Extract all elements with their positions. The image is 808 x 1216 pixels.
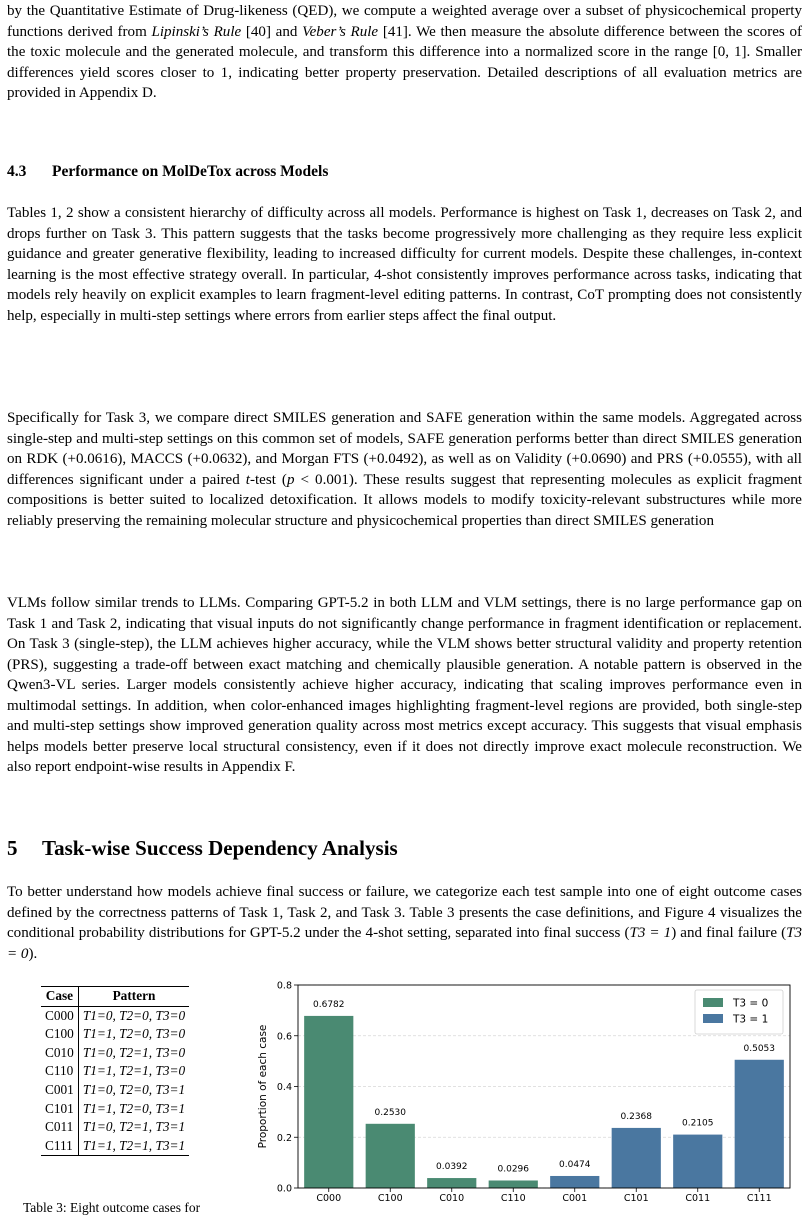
y-tick-label: 0.0	[276, 1183, 292, 1195]
legend-label: T3 = 1	[733, 1013, 769, 1026]
bar-value-label: 0.6782	[313, 999, 345, 1010]
bar-value-label: 0.2105	[682, 1118, 714, 1129]
x-tick-label: C110	[500, 1193, 526, 1204]
y-tick-label: 0.4	[276, 1082, 292, 1093]
x-tick-label: C101	[623, 1193, 649, 1204]
bar-value-label: 0.2368	[620, 1111, 652, 1122]
y-axis-label: Proportion of each case	[257, 1024, 269, 1149]
bar-value-label: 0.5053	[743, 1043, 775, 1054]
bar-c011	[673, 1135, 722, 1188]
table-row: C101 T1=1, T2=0, T3=1	[41, 1100, 189, 1119]
lipinski-rule-text: Lipinski’s Rule	[151, 23, 242, 40]
table-row: C000 T1=0, T2=0, T3=0	[41, 1006, 189, 1025]
bar-value-label: 0.0474	[559, 1159, 591, 1170]
table-row: C100 T1=1, T2=0, T3=0	[41, 1025, 189, 1044]
legend-swatch	[703, 998, 723, 1007]
bar-c111	[735, 1060, 784, 1188]
x-tick-label: C111	[746, 1193, 772, 1204]
table-3-caption: Table 3: Eight outcome cases for	[23, 1200, 201, 1215]
table-row: C110 T1=1, T2=1, T3=0	[41, 1062, 189, 1081]
paragraph-vlm-trends: VLMs follow similar trends to LLMs. Comparing GPT-5.2 in both LLM and VLM settings, there is no large performance gap on Task 1 and Task 2, indicating that visual inputs do not significantly change performance in fragment identification or replacement. On Task 3 (single-step), the LLM achieves higher accuracy, while the VLM shows better structural validity and property retention (PRS), suggesting a trade-off between exact matching and chemically plausible generation. A notable pattern is observed in the Qwen3-VL series. Larger models consistently achieve higher accuracy, indicating that scaling improves performance even in multimodal settings. In addition, when color-enhanced images highlighting fragment-level regions are provided, both single-step and multi-step settings show improved generation quality across most metrics except accuracy. This suggests that visual emphasis helps models better preserve local structural consistency, even if it does not directly improve exact molecule reconstruction. We also report endpoint-wise results in Appendix F.	[7, 595, 802, 775]
bar-c110	[489, 1180, 538, 1188]
bar-value-label: 0.0392	[436, 1162, 468, 1173]
table-row: C001 T1=0, T2=0, T3=1	[41, 1081, 189, 1100]
paragraph-task3-comparison: Specifically for Task 3, we compare direct SMILES generation and SAFE generation within the same models. Aggregated across single-step and multi-step settings on this common set of models, SAFE generation performs better than direct SMILES generation on RDK (+0.0616), MACCS (+0.0632), and Morgan FTS (+0.0492), as well as on Validity (+0.0690) and PRS (+0.0555), with all differences significant under a paired t-test (p < 0.001). These results suggest that representing molecules as explicit fragment compositions is better suited to localized detoxification. It allows models to modify toxicity-relevant substructures while more reliably preserving the remaining molecular structure and physicochemical properties than direct SMILES generation	[7, 410, 802, 529]
table-header-case: Case	[41, 987, 78, 1007]
bar-value-label: 0.2530	[374, 1107, 406, 1118]
y-tick-label: 0.6	[276, 1031, 292, 1043]
table-header-pattern: Pattern	[78, 987, 189, 1007]
bar-c010	[427, 1178, 476, 1188]
bar-c001	[550, 1176, 599, 1188]
y-tick-label: 0.2	[276, 1132, 292, 1144]
veber-rule-text: Veber’s Rule	[302, 23, 379, 40]
x-tick-label: C000	[316, 1193, 342, 1204]
bar-c101	[612, 1128, 661, 1188]
x-tick-label: C001	[562, 1193, 588, 1204]
y-tick-label: 0.8	[276, 980, 292, 992]
bar-value-label: 0.0296	[497, 1164, 529, 1175]
table-row: C010 T1=0, T2=1, T3=0	[41, 1044, 189, 1063]
table-row: C111 T1=1, T2=1, T3=1	[41, 1137, 189, 1156]
legend-swatch	[703, 1014, 723, 1023]
paragraph-metrics: by the Quantitative Estimate of Drug-likeness (QED), we compute a weighted average over a subset of physicochemical property functions derived from Lipinski’s Rule [40] and Veber’s Rule [41]. We then measure the absolute difference between the scores of the toxic molecule and the generated molecule, and transform this difference into a normalized score in the range [0, 1]. Smaller differences yield scores closer to 1, indicating better property preservation. Detailed descriptions of all evaluation metrics are provided in Appendix D.	[7, 3, 802, 101]
section-5-heading: 5 Task-wise Success Dependency Analysis	[7, 836, 398, 860]
legend-label: T3 = 0	[733, 997, 769, 1010]
paragraph-dependency-intro: To better understand how models achieve final success or failure, we categorize each test sample into one of eight outcome cases defined by the correctness patterns of Task 1, Task 2, and Task 3. Table 3 presents the case definitions, and Figure 4 visualizes the conditional probability distributions for GPT-5.2 under the 4-shot setting, separated into final success (T3 = 1) and final failure (T3 = 0).	[7, 884, 802, 962]
bar-c000	[304, 1016, 353, 1188]
bar-c100	[366, 1124, 415, 1188]
x-tick-label: C011	[685, 1193, 711, 1204]
x-tick-label: C010	[439, 1193, 465, 1204]
table-row: C011 T1=0, T2=1, T3=1	[41, 1118, 189, 1137]
x-tick-label: C100	[377, 1193, 403, 1204]
paragraph-hierarchy: Tables 1, 2 show a consistent hierarchy of difficulty across all models. Performance is highest on Task 1, decreases on Task 2, and drops further on Task 3. This pattern suggests that the tasks become progressively more challenging as they require less explicit guidance and greater generative flexibility, leading to increased difficulty for current models. Despite these challenges, in-context learning is the most effective strategy overall. In particular, 4-shot consistently improves performance across tasks, indicating that models rely heavily on explicit examples to learn fragment-level editing patterns. In contrast, CoT prompting does not consistently help, especially in multi-step settings where errors from earlier steps affect the final output.	[7, 205, 802, 324]
section-4-3-heading: 4.3 Performance on MolDeTox across Models	[7, 163, 329, 180]
